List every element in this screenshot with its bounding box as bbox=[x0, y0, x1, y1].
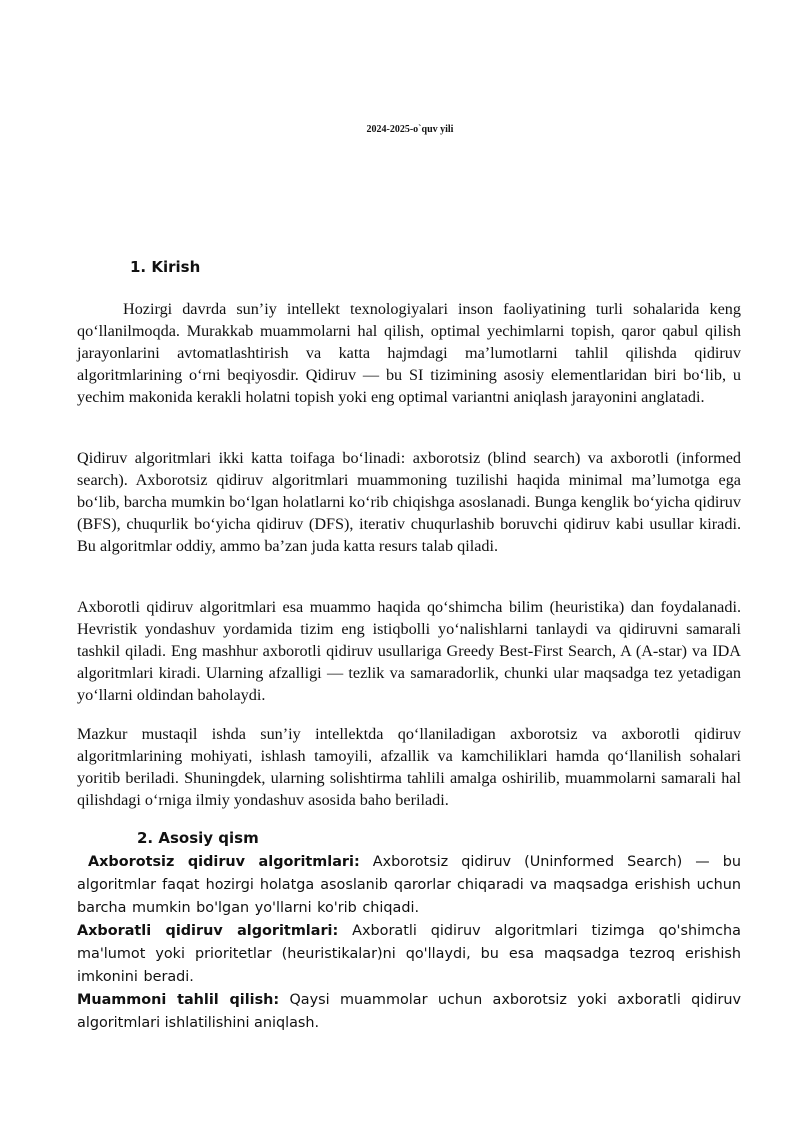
section-2-title: 2. Asosiy qism bbox=[137, 829, 259, 847]
definition-text: Axboratli qidiruv algoritmlari tizimga qo'shimcha ma'lumot yoki prioritetlar (heuristikalar)ni qo'llaydi, bu esa maqsadga tezroq erishish imkonini beradi. bbox=[77, 923, 741, 985]
intro-paragraph-2: Qidiruv algoritmlari ikki katta toifaga bo‘linadi: axborotsiz (blind search) va axborotli (informed search). Axborotsiz qidiruv algoritmlari muammoning tuzilishi haqida minimal ma’lumotga ega bo‘lib, barcha mumkin bo‘lgan holatlarni ko‘rib chiqishga asoslanadi. Bunga kenglik bo‘yicha qidiruv (BFS), chuqurlik bo‘yicha qidiruv (DFS), iterativ chuqurlashib boruvchi qidiruv kabi usullar kiradi. Bu algoritmlar oddiy, ammo ba’zan juda katta resurs talab qiladi. bbox=[77, 449, 741, 555]
intro-paragraph-1: Hozirgi davrda sun’iy intellekt texnologiyalari inson faoliyatining turli sohalarida keng qo‘llanilmoqda. Murakkab muammolarni hal qilish, optimal yechimlarni topish, qaror qabul qilish jarayonlarini avtomatlashtirish va katta hajmdagi ma’lumotlarni tahlil qilishda qidiruv algoritmlarining o‘rni beqiyosdir. Qidiruv — bu SI tizimining asosiy elementlaridan biri bo‘lib, u yechim makonida kerakli holatni topish yoki eng optimal variantni aniqlash jarayonini anglatadi. bbox=[77, 300, 741, 406]
definition-term: Axboratli qidiruv algoritmlari: bbox=[77, 923, 339, 939]
section-1-title: 1. Kirish bbox=[130, 258, 201, 276]
intro-paragraph-4: Mazkur mustaqil ishda sun’iy intellektda qo‘llaniladigan axborotsiz va axborotli qidiruv algoritmlarining mohiyati, ishlash tamoyili, afzallik va kamchiliklari hamda qo‘llanilish sohalari yoritib beriladi. Shuningdek, ularning solishtirma tahlili amalga oshirilib, muammolarni samarali hal qilishdagi o‘rniga ilmiy yondashuv asosida baho beriladi. bbox=[77, 725, 741, 809]
academic-year: 2024-2025-o`quv yili bbox=[366, 124, 454, 135]
definition-informed bbox=[77, 920, 741, 989]
definition-uninformed bbox=[77, 851, 741, 920]
definition-term: Axborotsiz qidiruv algoritmlari: bbox=[88, 854, 360, 870]
definition-term: Muammoni tahlil qilish: bbox=[77, 992, 280, 1008]
definition-text: Axborotsiz qidiruv (Uninformed Search) — bu algoritmlar faqat hozirgi holatga asoslanib qarorlar chiqaradi va maqsadga erishish uchun barcha mumkin bo'lgan yo'llarni ko'rib chiqadi. bbox=[77, 854, 741, 916]
intro-paragraph-3: Axborotli qidiruv algoritmlari esa muammo haqida qo‘shimcha bilim (heuristika) dan foydalanadi. Hevristik yondashuv yordamida tizim eng istiqbolli yo‘nalishlarni tanlaydi va qidiruvni samarali tashkil qiladi. Eng mashhur axborotli qidiruv usullariga Greedy Best-First Search, A (A-star) va IDA algoritmlari kiradi. Ularning afzalligi — tezlik va samaradorlik, chunki ular maqsadga tez yetadigan yo‘llarni oldindan baholaydi. bbox=[77, 598, 741, 704]
definition-text: Qaysi muammolar uchun axborotsiz yoki axboratli qidiruv algoritmlari ishlatilishini aniqlash. bbox=[77, 992, 741, 1031]
definition-problem-analysis bbox=[77, 989, 741, 1035]
